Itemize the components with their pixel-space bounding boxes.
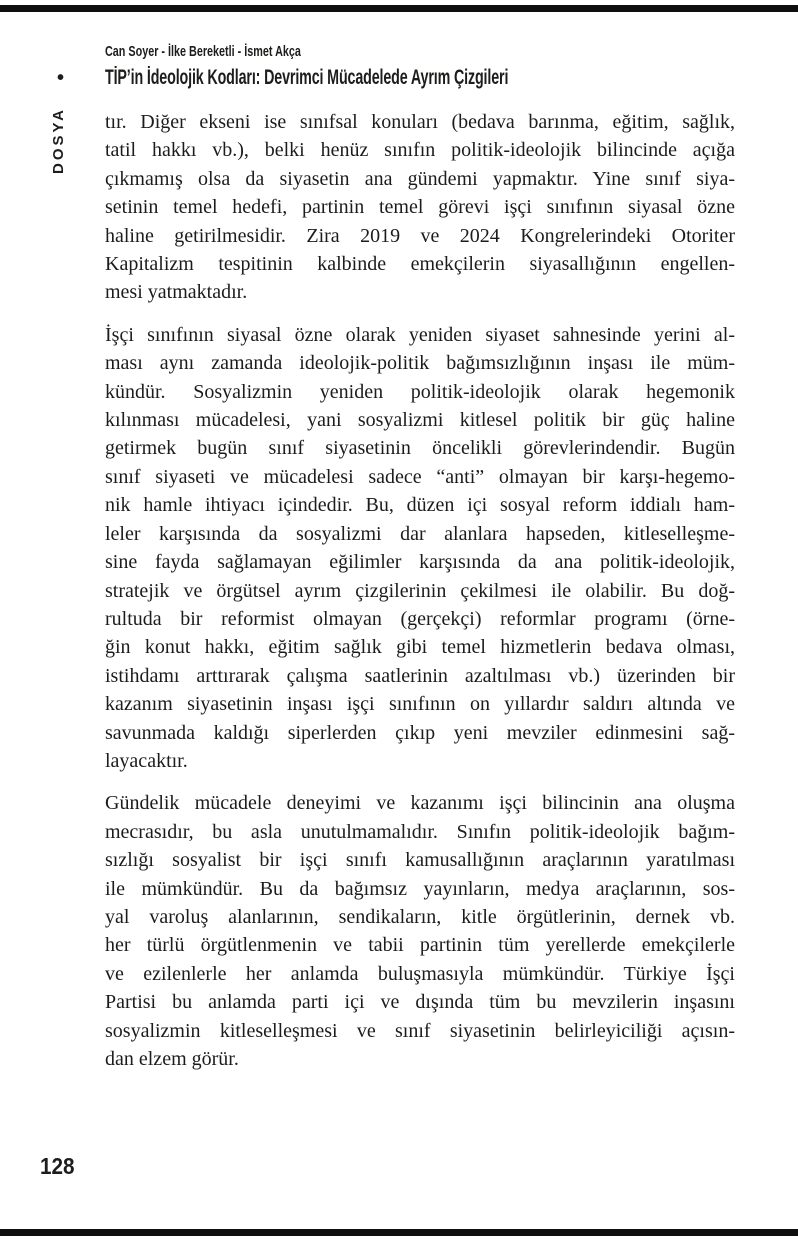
text-line: sosyalizmin kitleselleşmesi ve sınıf siyasetinin belirleyiciliği açısın- — [105, 1019, 735, 1042]
text-line: stratejik ve örgütsel ayrım çizgilerinin çekilmesi ile olabilir. Bu doğ- — [105, 579, 735, 602]
text-line: mecrasıdır, bu asla unutulmamalıdır. Sınıfın politik-ideolojik bağım- — [105, 820, 735, 843]
text-line: Kapitalizm tespitinin kalbinde emekçilerin siyasallığının engellen- — [105, 253, 735, 276]
top-edge-bar — [0, 5, 798, 12]
text-line: İşçi sınıfının siyasal özne olarak yeniden siyaset sahnesinde yerini al- — [105, 323, 735, 346]
text-line: ması aynı zamanda ideolojik-politik bağımsızlığının inşası ile müm- — [105, 352, 735, 375]
section-label-dosya: DOSYA — [50, 107, 67, 174]
paragraph — [105, 108, 735, 307]
text-line: Gündelik mücadele deneyimi ve kazanımı işçi bilincinin ana oluşma — [105, 792, 735, 815]
page-number: 128 — [40, 1153, 75, 1179]
text-line: ile mümkündür. Bu da bağımsız yayınların, medya araçlarının, sos- — [105, 877, 735, 900]
text-line: sine fayda sağlamayan eğilimler karşısında da ana politik-ideolojik, — [105, 551, 735, 574]
text-line: sızlığı sosyalist bir işçi sınıfı kamusallığının araçlarının yaratılması — [105, 849, 735, 872]
text-line: dan elzem görür. — [105, 1048, 239, 1070]
text-line: sınıf siyaseti ve mücadelesi sadece “anti” olmayan bir karşı-hegemo- — [105, 465, 735, 488]
text-line: Partisi bu anlamda parti içi ve dışında tüm bu mevzilerin inşasını — [105, 991, 735, 1014]
text-line: nik hamle ihtiyacı içindedir. Bu, düzen içi sosyal reform iddialı ham- — [105, 494, 735, 517]
text-line: kazanım siyasetinin inşası işçi sınıfının on yıllardır saldırı altında ve — [105, 693, 735, 716]
text-line: getirmek bugün sınıf siyasetinin öncelikli görevlerindendir. Bugün — [105, 437, 735, 460]
article-body — [105, 108, 735, 1073]
text-line: yal varoluş alanlarının, sendikaların, kitle örgütlerinin, dernek vb. — [105, 905, 735, 928]
text-line: rultuda bir reformist olmayan (gerçekçi) reformlar programı (örne- — [105, 607, 735, 630]
page-header — [57, 42, 745, 90]
text-line: istihdamı arttırarak çalışma saatlerinin azaltılması vb.) üzerinden bir — [105, 664, 735, 687]
text-line: her türlü örgütlenmenin ve tabii partinin tüm yerellerde emekçilerle — [105, 934, 735, 957]
text-line: tır. Diğer ekseni ise sınıfsal konuları (bedava barınma, eğitim, sağlık, — [105, 111, 735, 133]
text-line: ğin konut hakkı, eğitim sağlık gibi temel hizmetlerin bedava olması, — [105, 636, 735, 659]
text-line: haline getirilmesidir. Zira 2019 ve 2024 Kongrelerindeki Otoriter — [105, 224, 735, 247]
text-line: leler karşısında da sosyalizmi dar alanlara hapseden, kitleselleşme- — [105, 522, 735, 545]
paragraph — [105, 789, 735, 1073]
text-line: layacaktır. — [105, 749, 188, 772]
text-line: setinin temel hedefi, partinin temel görevi işçi sınıfının siyasal özne — [105, 196, 735, 219]
header-title-row — [57, 66, 745, 90]
header-authors: Can Soyer - İlke Bereketli - İsmet Akça — [105, 43, 301, 60]
header-article-title: TİP’in İdeolojik Kodları: Devrimci Mücadelede Ayrım Çizgileri — [105, 66, 509, 89]
text-line: çıkmamış olsa da siyasetin ana gündemi yapmaktır. Yine sınıf siya- — [105, 167, 735, 190]
text-line: tatil hakkı vb.), belki henüz sınıfın politik-ideolojik bilincinde açığa — [105, 139, 735, 162]
bullet-icon: • — [57, 67, 65, 89]
paragraph — [105, 321, 735, 776]
text-line: kılınması mücadelesi, yani sosyalizmi kitlesel politik bir güç haline — [105, 409, 735, 432]
bottom-edge-bar — [0, 1229, 798, 1236]
text-line: mesi yatmaktadır. — [105, 281, 248, 304]
text-line: kündür. Sosyalizmin yeniden politik-ideolojik olarak hegemonik — [105, 380, 735, 403]
text-line: savunmada kaldığı siperlerden çıkıp yeni mevziler edinmesini sağ- — [105, 721, 735, 744]
text-line: ve ezilenlerle her anlamda buluşmasıyla mümkündür. Türkiye İşçi — [105, 962, 735, 985]
